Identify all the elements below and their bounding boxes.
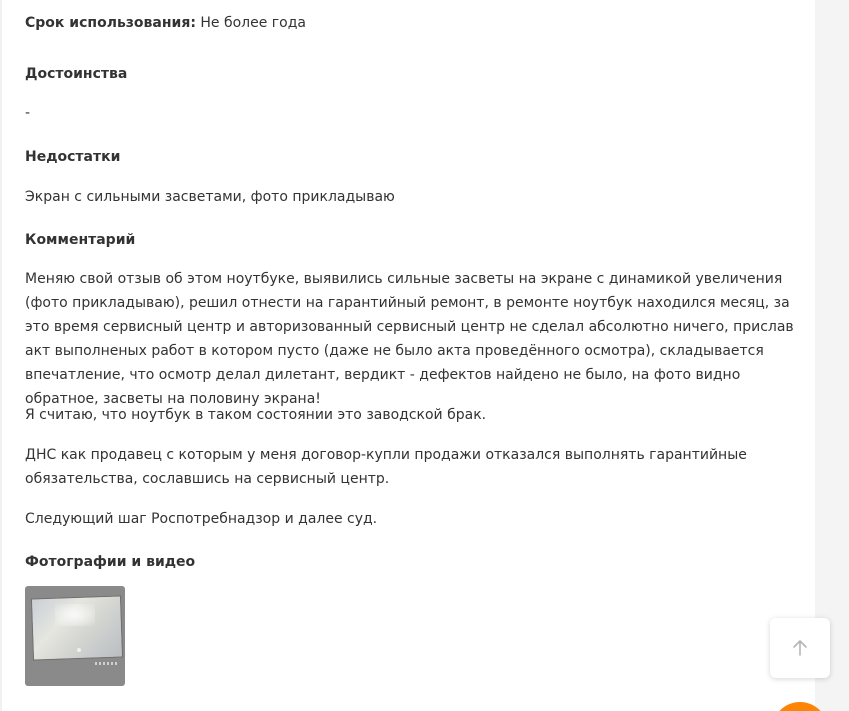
photo-keys-strip: [95, 662, 117, 665]
comment-paragraph-3: ДНС как продавец с которым у меня договор-купли продажи отказался выполнять гарантийные обязательства, сославшись на сервисный центр.: [25, 447, 747, 487]
comment-paragraph-2: Я считаю, что ноутбук в таком состоянии это заводской брак.: [25, 407, 487, 423]
advantages-text: -: [25, 105, 31, 121]
disadvantages-heading: Недостатки: [25, 149, 121, 165]
photo-light-dot: [77, 648, 81, 652]
comment-heading: Комментарий: [25, 232, 136, 248]
usage-period-label: Срок использования:: [25, 15, 196, 31]
advantages-heading: Достоинства: [25, 66, 128, 82]
right-gutter: [815, 0, 849, 711]
comment-paragraph-1: Меняю свой отзыв об этом ноутбуке, выявились сильные засветы на экране с динамикой увеличения (фото прикладываю), решил отнести на гарантийный ремонт, в ремонте ноутбук находился месяц, за это время сервисный центр и авторизованный сервисный центр не сделал абсолютно ничего, прислав акт выполненых работ в котором пусто (даже не было акта проведённого осмотра), складывается впечатление, что осмотр делал дилетант, вердикт - дефектов найдено не было, на фото видно обратное, засветы на половину экрана!: [25, 271, 794, 407]
usage-period: [25, 11, 306, 35]
scroll-to-top-button[interactable]: [770, 618, 830, 678]
disadvantages-text: Экран с сильными засветами, фото прикладываю: [25, 189, 395, 205]
photo-thumbnail[interactable]: [25, 586, 125, 686]
photo-glow: [55, 604, 95, 626]
usage-period-value: Не более года: [195, 15, 306, 31]
arrow-up-icon: [790, 638, 810, 658]
review-card: [2, 0, 815, 711]
comment-paragraph-4: Следующий шаг Роспотребнадзор и далее суд.: [25, 511, 378, 527]
media-heading: Фотографии и видео: [25, 554, 196, 570]
